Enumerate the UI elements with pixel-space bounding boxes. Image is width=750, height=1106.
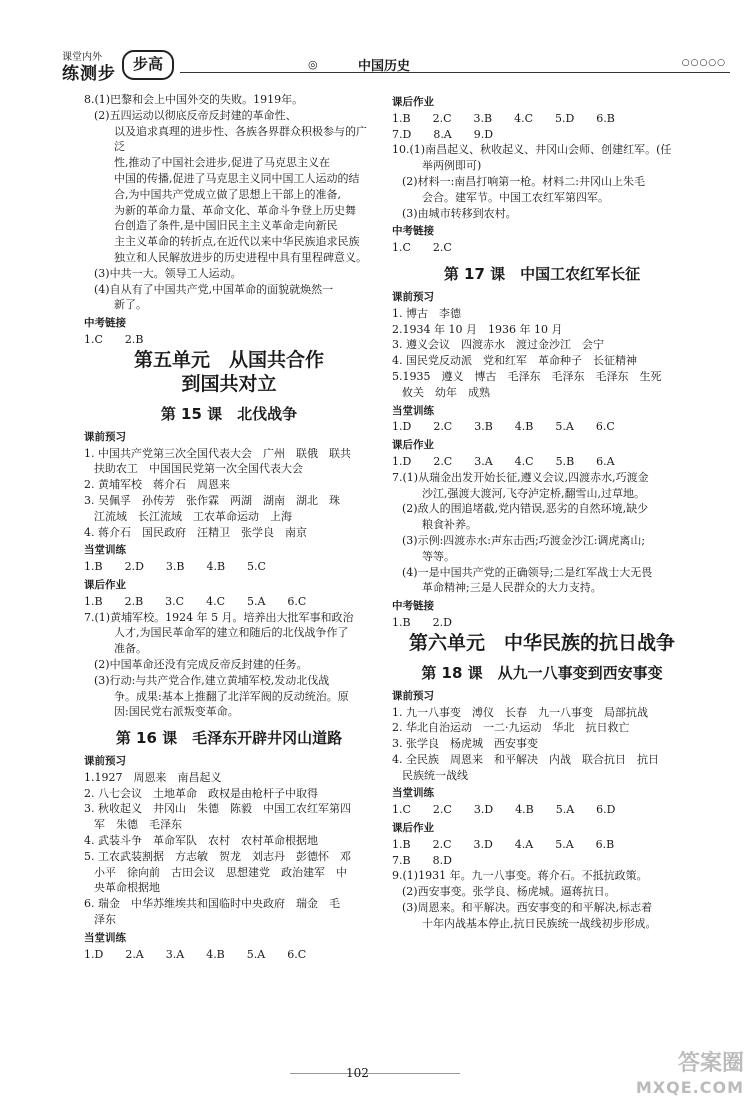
answer-line: (3)中共一大。领导工人运动。: [94, 266, 242, 280]
answer-line: 7.(1)黄埔军校。1924 年 5 月。培养出大批军事和政治: [84, 610, 354, 624]
answer-line: 4. 全民族 周恩来 和平解决 内战 联合抗日 抗日: [392, 752, 659, 766]
left-column: [84, 92, 374, 962]
answer-line: 2.1934 年 10 月 1936 年 10 月: [392, 322, 563, 336]
answer-line: 革命精神;三是人民群众的大力支持。: [422, 581, 602, 595]
answer-line: 央革命根据地: [94, 881, 160, 895]
section-heading: 课后作业: [84, 578, 126, 591]
answer-line: 以及追求真理的进步性、各族各界群众积极参与的广泛: [114, 124, 367, 154]
answer-line: 1.1927 周恩来 南昌起义: [84, 770, 222, 784]
answer-line: (2)西安事变。张学良、杨虎城。逼蒋抗日。: [402, 885, 616, 899]
answer-line: 性,推动了中国社会进步,促进了马克思主义在: [114, 156, 330, 170]
answer-line: 7.D 8.A 9.D: [392, 127, 494, 141]
section-heading: 课后作业: [392, 96, 434, 108]
answer-line: 10.(1)南昌起义、秋收起义、井冈山会师、创建红军。(任: [392, 143, 672, 157]
unit-title: 第六单元 中华民族的抗日战争: [408, 631, 675, 654]
header-symbol: ◎: [308, 58, 318, 71]
answer-line: 2. 八七会议 土地革命 政权是由枪杆子中取得: [84, 786, 318, 800]
header-dots: ○○○○○: [681, 58, 726, 68]
unit-title: 到国共对立: [181, 372, 277, 395]
answer-line: 台创造了条件,是中国旧民主主义革命走向新民: [114, 219, 338, 233]
section-heading: 课前预习: [84, 430, 126, 443]
page-number: 102: [346, 1066, 369, 1080]
answer-line: 民族统一战线: [402, 768, 468, 782]
answer-line: 独立和人民解放进步的历史进程中具有里程碑意义。: [114, 250, 367, 264]
answer-line: 9.(1)1931 年。九一八事变。蒋介石。不抵抗政策。: [392, 869, 648, 883]
answer-line: (3)周恩来。和平解决。西安事变的和平解决,标志着: [402, 901, 653, 915]
answer-line: 合,为中国共产党成立做了思想上干部上的准备,: [114, 187, 341, 201]
section-heading: 中考链接: [392, 225, 434, 238]
answer-line: 小平 徐向前 古田会议 思想建党 政治建军 中: [94, 865, 347, 879]
watermark-logo-text: 答案圈: [677, 1051, 744, 1076]
lesson-title: 第 18 课 从九一八事变到西安事变: [421, 663, 663, 682]
answer-line: 2. 华北自治运动 一二·九运动 华北 抗日救亡: [392, 721, 630, 735]
answer-line: 1.D 2.A 3.A 4.B 5.A 6.C: [84, 947, 307, 961]
page-header: [40, 48, 730, 84]
section-heading: 课前预习: [392, 290, 434, 303]
answer-line: 3. 吴佩孚 孙传芳 张作霖 两湖 湖南 湖北 珠: [84, 493, 340, 507]
answer-line: 中国的传播,促进了马克思主义同中国工人运动的结: [114, 171, 360, 185]
answer-line: 人才,为国民革命军的建立和随后的北伐战争作了: [114, 626, 349, 640]
lesson-title: 第 16 课 毛泽东开辟井冈山道路: [115, 729, 343, 748]
header-rule: [180, 72, 730, 73]
footer-ornament: [290, 1073, 460, 1074]
section-heading: 当堂训练: [392, 404, 434, 417]
answer-line: (2)材料一:南昌打响第一枪。材料二:井冈山上朱毛: [402, 174, 645, 188]
answer-line: 8.(1)巴黎和会上中国外交的失败。1919年。: [84, 93, 304, 106]
section-heading: 课后作业: [392, 822, 434, 835]
answer-line: (3)由城市转移到农村。: [402, 206, 517, 220]
answer-line: 为新的革命力量、革命文化、革命斗争登上历史舞: [114, 203, 356, 217]
answer-line: 争。成果:基本上推翻了北洋军阀的反动统治。原: [114, 689, 349, 703]
answer-line: 6. 瑞金 中华苏维埃共和国临时中央政府 瑞金 毛: [84, 897, 340, 911]
answer-line: 1.B 2.B 3.C 4.C 5.A 6.C: [84, 594, 307, 608]
brand-title: 练测步: [62, 64, 116, 84]
section-heading: 中考链接: [84, 317, 126, 330]
answer-line: 1.B 2.D 3.B 4.B 5.C: [84, 560, 266, 574]
answer-line: 因:国民党右派叛变革命。: [114, 705, 239, 719]
subject-title: 中国历史: [358, 59, 411, 74]
answer-line: 等等。: [422, 549, 455, 563]
answer-line: 3. 秋收起义 井冈山 朱德 陈毅 中国工农红军第四: [84, 802, 351, 816]
unit-title: 第五单元 从国共合作: [133, 348, 324, 371]
watermark-url: MXQE.COM: [635, 1078, 744, 1097]
brand-subtitle: 课堂内外: [62, 52, 102, 63]
watermark: [636, 1052, 744, 1100]
answer-line: 攸关 幼年 成熟: [402, 385, 490, 399]
answer-line: 准备。: [114, 642, 147, 656]
lesson-title: 第 17 课 中国工农红军长征: [443, 264, 641, 283]
answer-line: 军 朱德 毛泽东: [94, 818, 182, 832]
answer-line: 1.B 2.D: [392, 615, 452, 629]
answer-line: (4)一是中国共产党的正确领导;二是红军战士大无畏: [402, 565, 653, 579]
answer-line: 新了。: [114, 298, 147, 312]
answer-line: 扶助农工 中国国民党第一次全国代表大会: [94, 462, 303, 476]
answer-line: 1.D 2.C 3.A 4.C 5.B 6.A: [392, 454, 615, 468]
section-heading: 课前预习: [84, 755, 126, 768]
answer-line: 主主义革命的转折点,在近代以来中华民族追求民族: [114, 235, 360, 249]
answer-line: 2. 黄埔军校 蒋介石 周恩来: [84, 478, 230, 492]
answer-line: 5.1935 遵义 博古 毛泽东 毛泽东 毛泽东 生死: [392, 369, 662, 383]
answer-line: 1.C 2.C: [392, 241, 452, 255]
answer-line: 5. 工农武装割据 方志敏 贺龙 刘志丹 彭德怀 邓: [84, 849, 351, 863]
answer-line: 4. 蒋介石 国民政府 汪精卫 张学良 南京: [84, 525, 307, 539]
answer-line: 泽东: [94, 913, 116, 927]
answer-line: 1.C 2.B: [84, 332, 144, 346]
right-column: [392, 92, 692, 932]
answer-line: 十年内战基本停止,抗日民族统一战线初步形成。: [422, 916, 657, 930]
answer-line: 1.B 2.C 3.D 4.A 5.A 6.B: [392, 837, 615, 851]
answer-line: 沙江,强渡大渡河,飞夺泸定桥,翻雪山,过草地。: [422, 486, 645, 500]
answer-line: 1. 中国共产党第三次全国代表大会 广州 联俄 联共: [84, 446, 351, 460]
answer-line: (2)敌人的围追堵截,党内错误,恶劣的自然环境,缺少: [402, 502, 649, 516]
section-heading: 当堂训练: [84, 544, 126, 557]
answer-line: (2)中国革命还没有完成反帝反封建的任务。: [94, 657, 308, 671]
answer-line: 1. 博古 李德: [392, 306, 461, 320]
answer-line: (2)五四运动以彻底反帝反封建的革命性、: [94, 108, 297, 122]
section-heading: 课后作业: [392, 439, 434, 452]
answer-line: 7.(1)从瑞金出发开始长征,遵义会议,四渡赤水,巧渡金: [392, 470, 649, 484]
answer-line: 会合。建军节。中国工农红军第四军。: [422, 190, 609, 204]
answer-line: 1.B 2.C 3.B 4.C 5.D 6.B: [392, 111, 615, 125]
answer-line: 4. 国民党反动派 党和红军 革命种子 长征精神: [392, 354, 637, 368]
answer-line: 举两例即可): [422, 159, 482, 173]
section-heading: 当堂训练: [84, 931, 126, 944]
answer-line: 1.D 2.C 3.B 4.B 5.A 6.C: [392, 420, 615, 434]
answer-line: 江流域 长江流域 工农革命运动 上海: [94, 509, 292, 523]
answer-line: 3. 张学良 杨虎城 西安事变: [392, 737, 538, 751]
section-heading: 中考链接: [392, 600, 434, 613]
answer-line: (3)行动:与共产党合作,建立黄埔军校,发动北伐战: [94, 673, 330, 687]
answer-line: 1.C 2.C 3.D 4.B 5.A 6.D: [392, 803, 616, 817]
section-heading: 课前预习: [392, 689, 434, 702]
answer-line: 4. 武装斗争 革命军队 农村 农村革命根据地: [84, 834, 318, 848]
answer-line: 7.B 8.D: [392, 853, 452, 867]
answer-line: (4)自从有了中国共产党,中国革命的面貌就焕然一: [94, 282, 334, 296]
answer-line: 3. 遵义会议 四渡赤水 渡过金沙江 会宁: [392, 338, 604, 352]
answer-line: (3)示例:四渡赤水:声东击西;巧渡金沙江:调虎离山;: [402, 533, 646, 547]
section-heading: 当堂训练: [392, 787, 434, 800]
answer-line: 1. 九一八事变 溥仪 长春 九一八事变 局部抗战: [392, 705, 648, 719]
brand-logo: 步高: [122, 50, 174, 80]
lesson-title: 第 15 课 北伐战争: [160, 404, 298, 423]
answer-line: 粮食补养。: [422, 518, 477, 532]
